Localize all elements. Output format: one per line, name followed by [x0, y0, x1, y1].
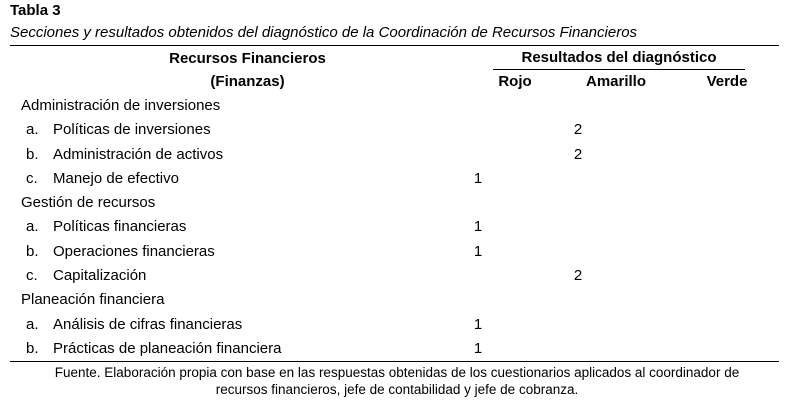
item-label: Administración de activos	[53, 145, 224, 163]
section-label: Administración de inversiones	[21, 97, 221, 114]
item-label: Prácticas de planeación financiera	[53, 339, 282, 357]
table-body	[10, 94, 779, 361]
header-col1-line2: (Finanzas)	[210, 73, 285, 90]
table-row	[10, 240, 779, 264]
item-letter: a.	[26, 315, 39, 333]
header-col1-line1: Recursos Financieros	[169, 50, 326, 67]
section-label: Gestión de recursos	[21, 194, 156, 212]
item-label: Análisis de cifras financieras	[53, 315, 243, 333]
table-row	[10, 264, 779, 288]
source-note	[10, 364, 784, 398]
value-rojo: 1	[473, 315, 483, 333]
item-letter: b.	[26, 145, 39, 163]
table-row	[10, 337, 779, 361]
table-row	[10, 118, 779, 142]
value-rojo: 1	[473, 169, 483, 187]
section-label: Planeación financiera	[21, 291, 165, 309]
value-amarillo: 2	[573, 267, 583, 285]
table-row	[10, 167, 779, 191]
table-row	[10, 215, 779, 239]
results-underline	[493, 69, 745, 70]
item-letter: b.	[26, 339, 39, 357]
table-caption: Secciones y resultados obtenidos del diagnóstico de la Coordinación de Recursos Financieros	[10, 24, 638, 41]
table-row	[10, 143, 779, 167]
item-label: Manejo de efectivo	[53, 169, 179, 187]
item-label: Operaciones financieras	[53, 242, 215, 260]
section-row	[10, 191, 779, 215]
value-rojo: 1	[473, 218, 483, 236]
top-rule	[10, 45, 779, 46]
table-label: Tabla 3	[10, 2, 61, 19]
bottom-rule	[10, 361, 779, 362]
header-rojo: Rojo	[498, 73, 532, 90]
value-rojo: 1	[473, 242, 483, 260]
value-amarillo: 2	[573, 145, 583, 163]
item-letter: c.	[26, 169, 38, 187]
header-verde: Verde	[706, 73, 748, 90]
item-letter: a.	[26, 218, 39, 236]
item-label: Capitalización	[53, 267, 147, 285]
item-label: Políticas financieras	[53, 218, 187, 236]
value-rojo: 1	[473, 339, 483, 357]
source-note-line2: recursos financieros, jefe de contabilidad y jefe de cobranza.	[215, 382, 579, 397]
item-letter: c.	[26, 267, 38, 285]
item-letter: b.	[26, 242, 39, 260]
item-label: Políticas de inversiones	[53, 121, 211, 139]
table-row	[10, 313, 779, 337]
value-amarillo: 2	[573, 121, 583, 139]
section-row	[10, 94, 779, 118]
header-amarillo: Amarillo	[585, 73, 646, 90]
source-note-line1: Fuente. Elaboración propia con base en las respuestas obtenidas de los cuestionarios aplicados al coordinador de	[54, 365, 740, 380]
header-results-group: Resultados del diagnóstico	[521, 49, 717, 66]
item-letter: a.	[26, 121, 39, 139]
section-row	[10, 288, 779, 312]
